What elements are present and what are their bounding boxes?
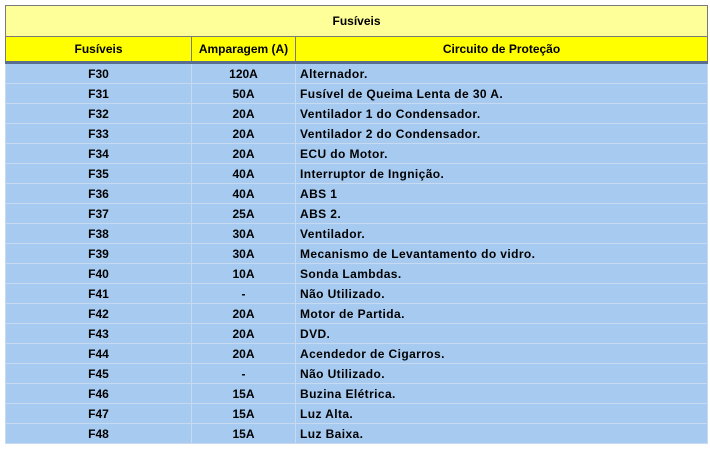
header-circuit: Circuito de Proteção <box>296 37 708 63</box>
amperage-cell: - <box>192 284 296 304</box>
table-row <box>6 204 708 224</box>
amperage-cell: 25A <box>192 204 296 224</box>
fuse-cell: F41 <box>6 284 192 304</box>
table-row <box>6 404 708 424</box>
table-row <box>6 324 708 344</box>
amperage-cell: 15A <box>192 404 296 424</box>
fuse-cell: F44 <box>6 344 192 364</box>
fuse-cell: F47 <box>6 404 192 424</box>
table-row <box>6 424 708 444</box>
table-title: Fusíveis <box>6 6 708 37</box>
amperage-cell: 15A <box>192 384 296 404</box>
fuse-cell: F34 <box>6 144 192 164</box>
amperage-cell: 15A <box>192 424 296 444</box>
amperage-cell: 20A <box>192 344 296 364</box>
circuit-cell: ABS 1 <box>296 184 708 204</box>
fuse-cell: F31 <box>6 84 192 104</box>
circuit-cell: Ventilador. <box>296 224 708 244</box>
table-row <box>6 224 708 244</box>
circuit-cell: DVD. <box>296 324 708 344</box>
amperage-cell: 20A <box>192 324 296 344</box>
amperage-cell: 120A <box>192 63 296 84</box>
fuse-cell: F30 <box>6 63 192 84</box>
amperage-cell: 30A <box>192 224 296 244</box>
table-row <box>6 84 708 104</box>
table-row <box>6 364 708 384</box>
table-row <box>6 164 708 184</box>
fuse-cell: F40 <box>6 264 192 284</box>
fuse-cell: F35 <box>6 164 192 184</box>
table-title-row <box>6 6 708 37</box>
amperage-cell: 10A <box>192 264 296 284</box>
circuit-cell: Mecanismo de Levantamento do vidro. <box>296 244 708 264</box>
circuit-cell: Luz Alta. <box>296 404 708 424</box>
circuit-cell: Interruptor de Ingnição. <box>296 164 708 184</box>
fuse-cell: F33 <box>6 124 192 144</box>
fuse-cell: F42 <box>6 304 192 324</box>
fuse-table <box>5 5 708 444</box>
circuit-cell: ECU do Motor. <box>296 144 708 164</box>
amperage-cell: 40A <box>192 184 296 204</box>
circuit-cell: Sonda Lambdas. <box>296 264 708 284</box>
table-row <box>6 244 708 264</box>
amperage-cell: 20A <box>192 144 296 164</box>
table-row <box>6 124 708 144</box>
table-header-row <box>6 37 708 63</box>
fuse-cell: F46 <box>6 384 192 404</box>
circuit-cell: ABS 2. <box>296 204 708 224</box>
circuit-cell: Acendedor de Cigarros. <box>296 344 708 364</box>
amperage-cell: 20A <box>192 104 296 124</box>
table-row <box>6 384 708 404</box>
fuse-cell: F48 <box>6 424 192 444</box>
table-row <box>6 304 708 324</box>
circuit-cell: Alternador. <box>296 63 708 84</box>
circuit-cell: Não Utilizado. <box>296 284 708 304</box>
fuse-cell: F36 <box>6 184 192 204</box>
circuit-cell: Fusível de Queima Lenta de 30 A. <box>296 84 708 104</box>
table-row <box>6 284 708 304</box>
header-amperage: Amparagem (A) <box>192 37 296 63</box>
circuit-cell: Motor de Partida. <box>296 304 708 324</box>
fuse-cell: F38 <box>6 224 192 244</box>
circuit-cell: Buzina Elétrica. <box>296 384 708 404</box>
circuit-cell: Luz Baixa. <box>296 424 708 444</box>
amperage-cell: 30A <box>192 244 296 264</box>
fuse-cell: F37 <box>6 204 192 224</box>
fuse-cell: F32 <box>6 104 192 124</box>
table-row <box>6 63 708 84</box>
header-fuse: Fusíveis <box>6 37 192 63</box>
circuit-cell: Ventilador 1 do Condensador. <box>296 104 708 124</box>
circuit-cell: Ventilador 2 do Condensador. <box>296 124 708 144</box>
amperage-cell: 40A <box>192 164 296 184</box>
circuit-cell: Não Utilizado. <box>296 364 708 384</box>
table-row <box>6 104 708 124</box>
table-row <box>6 184 708 204</box>
fuse-cell: F39 <box>6 244 192 264</box>
table-row <box>6 344 708 364</box>
fuse-cell: F43 <box>6 324 192 344</box>
amperage-cell: 50A <box>192 84 296 104</box>
amperage-cell: - <box>192 364 296 384</box>
fuse-cell: F45 <box>6 364 192 384</box>
table-row <box>6 264 708 284</box>
table-row <box>6 144 708 164</box>
amperage-cell: 20A <box>192 124 296 144</box>
amperage-cell: 20A <box>192 304 296 324</box>
